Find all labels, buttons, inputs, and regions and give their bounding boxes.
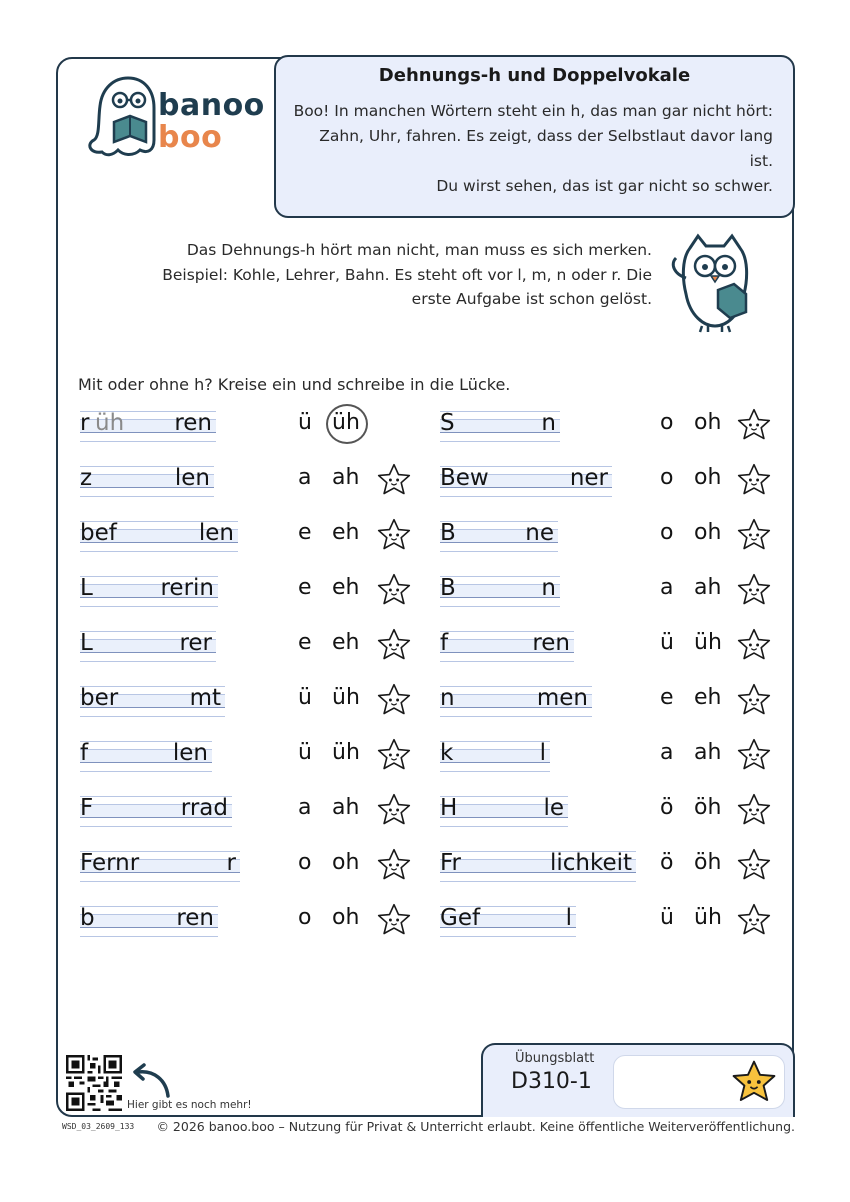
word-start: b [80,905,95,931]
curved-arrow-icon [128,1062,176,1100]
sheet-label: Übungsblatt [515,1051,595,1066]
smiling-star-icon[interactable] [736,572,772,608]
option-with-h[interactable]: öh [694,850,722,875]
option-short-vowel[interactable]: e [660,685,674,710]
smiling-star-icon[interactable] [736,462,772,498]
word-end: r [226,850,236,876]
gold-star-icon [730,1058,778,1106]
qr-code-icon[interactable] [66,1055,122,1111]
word-start: L [80,630,93,656]
word-start: Fr [440,850,462,876]
sheet-info-box [481,1043,795,1117]
word-end: ren [174,410,212,436]
smiling-star-icon[interactable] [736,792,772,828]
qr-caption: Hier gibt es noch mehr! [127,1099,252,1111]
explanation-line: erste Aufgabe ist schon gelöst. [411,290,652,308]
option-with-h[interactable]: eh [332,520,360,545]
option-short-vowel[interactable]: e [298,520,312,545]
title-box [274,55,795,218]
option-with-h[interactable]: ah [332,795,360,820]
intro-line: Du wirst sehen, das ist gar nicht so schwer. [436,177,773,195]
word-start: f [80,740,89,766]
option-short-vowel[interactable]: o [298,905,312,930]
option-with-h[interactable]: eh [694,685,722,710]
word-end: len [174,465,210,491]
option-with-h[interactable]: oh [694,465,722,490]
owl-with-book-icon [660,228,770,338]
option-with-h[interactable]: üh [694,905,722,930]
word-start: ber [80,685,119,711]
word-end: ren [176,905,214,931]
word-end: len [198,520,234,546]
word-start: F [80,795,94,821]
word-end: l [539,740,546,766]
word-end: ne [525,520,554,546]
worksheet-title: Dehnungs-h und Doppelvokale [378,65,691,86]
document-id: WSD_03_2609_133 [62,1122,135,1131]
word-start: S [440,410,455,436]
smiling-star-icon[interactable] [376,737,412,773]
word-end: rer [179,630,212,656]
word-end: mt [189,685,221,711]
option-with-h[interactable]: oh [332,850,360,875]
smiling-star-icon[interactable] [736,847,772,883]
word-start: H [440,795,458,821]
smiling-star-icon[interactable] [736,517,772,553]
word-end: ner [569,465,608,491]
option-short-vowel[interactable]: o [660,520,674,545]
intro-text [293,99,773,199]
option-with-h[interactable]: eh [332,630,360,655]
option-short-vowel[interactable]: a [298,795,312,820]
option-short-vowel[interactable]: a [298,465,312,490]
smiling-star-icon[interactable] [736,407,772,443]
option-with-h[interactable]: üh [332,410,360,435]
word-start: r [80,410,90,436]
option-with-h[interactable]: oh [332,905,360,930]
option-with-h[interactable]: öh [694,795,722,820]
smiling-star-icon[interactable] [376,627,412,663]
option-short-vowel[interactable]: ü [298,685,312,710]
explanation-line: Das Dehnungs-h hört man nicht, man muss es sich merken. [186,241,652,259]
explanation-text [160,238,652,312]
smiling-star-icon[interactable] [736,737,772,773]
word-end: len [172,740,208,766]
rating-field [613,1055,785,1109]
word-end: rerin [160,575,214,601]
option-short-vowel[interactable]: ü [660,905,674,930]
option-short-vowel[interactable]: ü [660,630,674,655]
word-start: L [80,575,93,601]
word-end: lichkeit [549,850,632,876]
smiling-star-icon[interactable] [376,572,412,608]
option-with-h[interactable]: üh [332,685,360,710]
smiling-star-icon[interactable] [736,627,772,663]
word-end: ren [532,630,570,656]
copyright-notice: © 2026 banoo.boo – Nutzung für Privat & Unterricht erlaubt. Keine öffentliche Weiterveröffentlichung. [156,1119,795,1134]
option-short-vowel[interactable]: o [660,465,674,490]
smiling-star-icon[interactable] [736,902,772,938]
word-start: Bew [440,465,489,491]
word-start: z [80,465,93,491]
word-end: le [543,795,564,821]
intro-line: Zahn, Uhr, fahren. Es zeigt, dass der Selbstlaut davor lang ist. [319,127,773,170]
writing-lines[interactable] [440,738,550,772]
word-start: Gef [440,905,481,931]
explanation-line: Beispiel: Kohle, Lehrer, Bahn. Es steht oft vor l, m, n oder r. Die [162,265,652,284]
option-short-vowel[interactable]: o [298,850,312,875]
option-short-vowel[interactable]: ü [298,740,312,765]
sheet-code: D310-1 [511,1069,592,1094]
word-end: rrad [180,795,228,821]
option-with-h[interactable]: ah [332,465,360,490]
option-short-vowel[interactable]: a [660,575,674,600]
word-start: bef [80,520,117,546]
option-with-h[interactable]: oh [694,410,722,435]
word-end: l [565,905,572,931]
smiling-star-icon[interactable] [376,847,412,883]
word-start: n [440,685,455,711]
filled-answer: üh [95,410,125,436]
option-with-h[interactable]: eh [332,575,360,600]
smiling-star-icon[interactable] [736,682,772,718]
option-with-h[interactable]: üh [332,740,360,765]
exercise-instruction: Mit oder ohne h? Kreise ein und schreibe in die Lücke. [78,375,511,394]
option-short-vowel[interactable]: ü [298,410,312,435]
option-short-vowel[interactable]: o [660,410,674,435]
smiling-star-icon[interactable] [376,902,412,938]
smiling-star-icon[interactable] [376,682,412,718]
brand-name-line1: banoo [158,88,265,123]
smiling-star-icon[interactable] [376,462,412,498]
option-with-h[interactable]: ah [694,575,722,600]
option-with-h[interactable]: oh [694,520,722,545]
word-start: B [440,520,456,546]
word-end: n [541,410,556,436]
option-with-h[interactable]: ah [694,740,722,765]
brand-name-line2: boo [158,120,223,155]
option-short-vowel[interactable]: a [660,740,674,765]
word-start: Fernr [80,850,140,876]
option-short-vowel[interactable]: ö [660,795,674,820]
option-short-vowel[interactable]: e [298,630,312,655]
option-with-h[interactable]: üh [694,630,722,655]
smiling-star-icon[interactable] [376,792,412,828]
word-start: k [440,740,454,766]
answer-circle [326,404,368,444]
option-short-vowel[interactable]: ö [660,850,674,875]
intro-line: Boo! In manchen Wörtern steht ein h, das man gar nicht hört: [293,102,773,120]
word-end: men [536,685,588,711]
word-end: n [541,575,556,601]
word-start: f [440,630,449,656]
option-short-vowel[interactable]: e [298,575,312,600]
smiling-star-icon[interactable] [376,517,412,553]
word-start: B [440,575,456,601]
